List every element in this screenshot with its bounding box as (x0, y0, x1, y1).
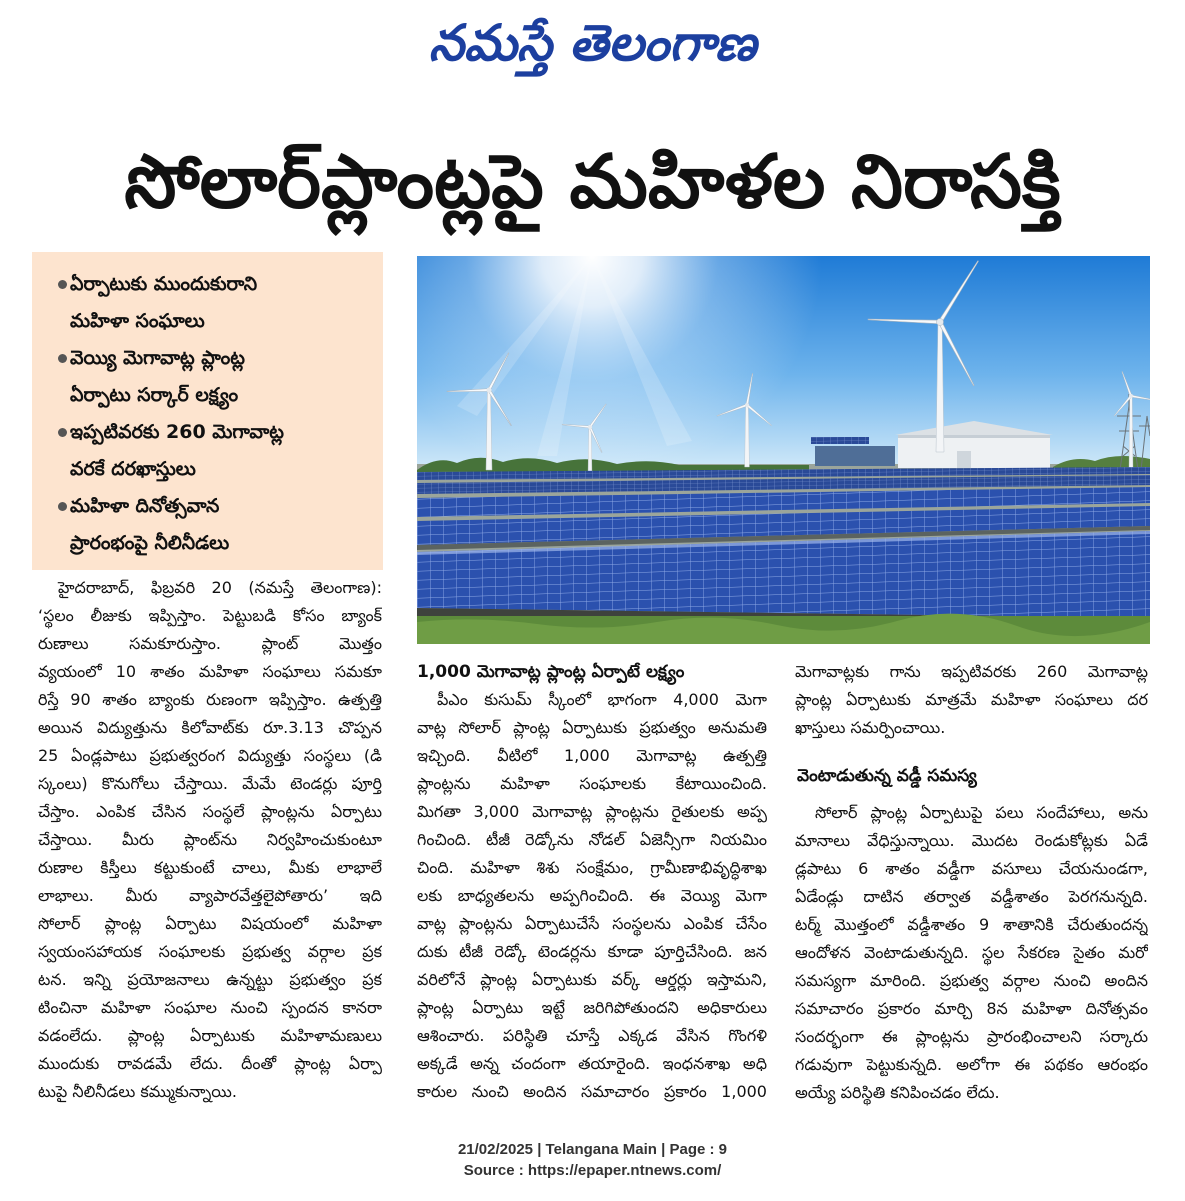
body-text-line: లాభాలు. మీరు వ్యాపారవేత్తలైపోతారు’ ఇది (38, 886, 382, 905)
highlight-line: ఇప్పటివరకు 260 మెగావాట్ల (70, 421, 284, 443)
body-text-line: వడంలేదు. ప్లాంట్ల ఏర్పాటుకు మహిళామణులు (38, 1026, 382, 1045)
body-text-line: గడువుగా పెట్టుకున్నది. అలోగా ఈ పథకం ఆరంభం (795, 1055, 1148, 1074)
body-text-line: టించినా మహిళా సంఘాల నుంచి స్పందన కానరా (38, 998, 382, 1017)
dateline: హైదరాబాద్‌, ఫిబ్రవరి 20 (నమస్తే తెలంగాణ): (58, 578, 382, 597)
body-text-line: సందర్భంగా ఈ ప్లాంట్లను ప్రారంభించాలని సర్కారు (795, 1027, 1148, 1046)
body-text-line: స్కంలు) కొనుగోలు చేస్తాయి. మేమే టెండర్లు పూర్తి (38, 774, 382, 793)
body-text-line: ఆశించారు. పరిస్థితి చూస్తే ఎక్కడ వేసిన గొంగళి (417, 1026, 767, 1045)
photo-illustration (417, 256, 1150, 644)
utility-shed (815, 446, 895, 466)
solar-panel-row (811, 437, 869, 444)
body-text-line: అక్కడే అన్న చందంగా తయారైంది. ఇంధనశాఖ అధి (417, 1054, 767, 1073)
body-text-line: సోలార్‌ ప్లాంట్ల ఏర్పాటుపై పలు సందేహాలు, అను (815, 803, 1148, 822)
body-text-line: అయ్యే పరిస్థితి కనిపించడం లేదు. (795, 1083, 1000, 1102)
article-column-middle (417, 658, 767, 1114)
body-text-line: టర్మ్‌ మొత్తంలో వడ్డీశాతం 9 శాతానికి చేరుతుందన్న (795, 915, 1148, 934)
highlight-item (70, 340, 375, 414)
body-text-line: గించింది. టీజీ రెడ్కోను నోడల్‌ ఏజెన్సీగా నియమిం (417, 830, 767, 849)
body-text-line: కారుల నుంచి అందిన సమాచారం ప్రకారం 1,000 (417, 1082, 767, 1101)
body-text-line: స్వయంసహాయక సంఘాలకు ప్రభుత్వ వర్గాల ప్రక (38, 942, 382, 961)
body-text-line: ముందుకు రావడమే లేదు. దీంతో ప్లాంట్ల ఏర్పా (38, 1054, 382, 1073)
section-subheading: వెంటాడుతున్న వడ్డీ సమస్య (797, 766, 977, 786)
highlight-line: ఏర్పాటు సర్కార్‌ లక్ష్యం (70, 384, 239, 406)
body-text-line: వరిలోనే ప్లాంట్ల ఏర్పాటుకు వర్క్‌ ఆర్డర్లు ఇస్తామని, (417, 970, 767, 989)
body-text-line: టన. ఇన్ని ప్రయోజనాలు ఉన్నట్టు ప్రభుత్వం ప్రక (38, 970, 382, 989)
body-text-line: అయిన విద్యుత్తును కిలోవాట్‌కు రూ.3.13 చొప్పన (38, 718, 382, 737)
body-text-line: రుణాల కిస్తీలు కట్టుకుంటే చాలు, మీకు లాభాలే (38, 858, 382, 877)
body-text-line: ఏడేండ్లు దాటిన తర్వాత వడ్డీశాతం పెరగనున్నది. (795, 887, 1148, 906)
highlight-line: వెయ్యి మెగావాట్ల ప్లాంట్ల (70, 347, 245, 369)
body-text-line: ప్లాంట్ల ఏర్పాటు ఇట్టే జరిగిపోతుందని అధికారులు (417, 998, 767, 1017)
body-text-line: పీఎం కుసుమ్‌ స్కీంలో భాగంగా 4,000 మెగా (437, 690, 767, 709)
body-text-line: సమాచారం ప్రకారం మార్చి 8న మహిళా దినోత్సవం (795, 999, 1148, 1018)
body-text-line: సమస్యగా మారింది. ప్రభుత్వ వర్గాల నుంచి అందిన (795, 971, 1148, 990)
body-text-line: రుణాలు సమకూరుస్తాం. ప్లాంట్‌ మొత్తం (38, 634, 382, 653)
body-text-line: లకు బాధ్యతలను అప్పగించింది. ఈ వెయ్యి మెగా (417, 886, 767, 905)
bullet-icon (58, 354, 67, 363)
body-text-line: డ్లపాటు 6 శాతం వడ్డీగా వసూలు చేయనుండగా, (795, 859, 1148, 878)
bullet-icon (58, 428, 67, 437)
highlight-item (70, 414, 375, 488)
highlight-line: ఏర్పాటుకు ముందుకురాని (70, 273, 258, 295)
section-subheading: 1,000 మెగావాట్ల ప్లాంట్ల ఏర్పాటే లక్ష్యం (417, 662, 685, 682)
solar-farm-photo (417, 256, 1150, 644)
newspaper-masthead: నమస్తే తెలంగాణ (428, 13, 757, 72)
article-column-right (795, 658, 1148, 1114)
body-text-line: వాట్ల ప్లాంట్లను ఏర్పాటుచేసే సంస్థలను ఎంపిక చేసేం (417, 914, 767, 933)
body-text-line: చింది. మహిళా శిశు సంక్షేమం, గ్రామీణాభివృద్ధిశాఖ (417, 858, 767, 877)
body-text-line: మెగావాట్లకు గాను ఇప్పటివరకు 260 మెగావాట్ల (795, 662, 1148, 681)
article-column-left (38, 574, 382, 1114)
body-text-line: మానాలు వేధిస్తున్నాయి. మొదట రెండుకోట్లకు ఏడే (795, 831, 1148, 850)
body-text-line: ప్లాంట్లను మహిళా సంఘాలకు కేటాయించింది. (417, 774, 767, 793)
body-text-line: సోలార్‌ ప్లాంట్ల ఏర్పాటు విషయంలో మహిళా (38, 914, 382, 933)
bullet-icon (58, 502, 67, 511)
body-text-line: చేస్తాయి. మీరు ప్లాంట్‌ను నిర్వహించుకుంటూ (38, 830, 382, 849)
footer-source-line: Source : https://epaper.ntnews.com/ (463, 1162, 722, 1179)
body-text-line: వ్యయంలో 10 శాతం మహిళా సంఘాలు సమకూ (38, 662, 382, 681)
highlight-line: ప్రారంభంపై నీలినీడలు (70, 532, 230, 554)
body-text-line: ప్లాంట్ల ఏర్పాటుకు మాత్రమే మహిళా సంఘాలు దర (795, 690, 1148, 709)
body-text-line: దుకు టీజీ రెడ్కో టెండర్లను కూడా పూర్తిచేసింది. జన (417, 942, 767, 961)
body-text-line: ఖాస్తులు సమర్పించాయి. (795, 718, 946, 737)
body-text-line: టుపై నీలినీడలు కమ్ముకున్నాయి. (38, 1082, 237, 1101)
body-text-line: ఆందోళన వెంటాడుతున్నది. స్థల సేకరణ సైతం మరో (795, 943, 1148, 962)
body-text-line: వాట్ల సోలార్‌ ప్లాంట్ల ఏర్పాటుకు ప్రభుత్వం అనుమతి (417, 718, 767, 737)
body-text-line: ఇచ్చింది. వీటిలో 1,000 మెగావాట్ల ఉత్పత్తి (417, 746, 767, 765)
body-text-line: మిగతా 3,000 మెగావాట్ల ప్లాంట్లను రైతులకు అప్ప (417, 802, 767, 821)
body-text-line: ‘స్థలం లీజుకు ఇప్పిస్తాం. పెట్టుబడి కోసం బ్యాంక్‌ (38, 606, 382, 625)
highlight-line: మహిళా దినోత్సవాన (70, 495, 220, 517)
bullet-icon (58, 280, 67, 289)
highlight-item (70, 488, 375, 562)
footer-edition-line: 21/02/2025 | Telangana Main | Page : 9 (457, 1141, 728, 1158)
body-text-line: రిస్తే 90 శాతం బ్యాంకు రుణంగా ఇప్పిస్తాం. ఉత్పత్తి (38, 690, 382, 709)
body-text-line: 25 ఏండ్లపాటు ప్రభుత్వరంగ విద్యుత్తు సంస్థలు (డి (38, 746, 382, 765)
body-text-line: చేస్తాం. ఎంపిక చేసిన సంస్థలే ప్లాంట్లను ఏర్పాటు (38, 802, 382, 821)
highlight-line: మహిళా సంఘాలు (70, 310, 205, 332)
highlight-line: వరకే దరఖాస్తులు (70, 458, 196, 480)
headline: సోలార్‌ప్లాంట్లపై మహిళల నిరాసక్తి (124, 139, 1061, 225)
highlight-box (32, 252, 383, 570)
highlight-item (70, 266, 375, 340)
